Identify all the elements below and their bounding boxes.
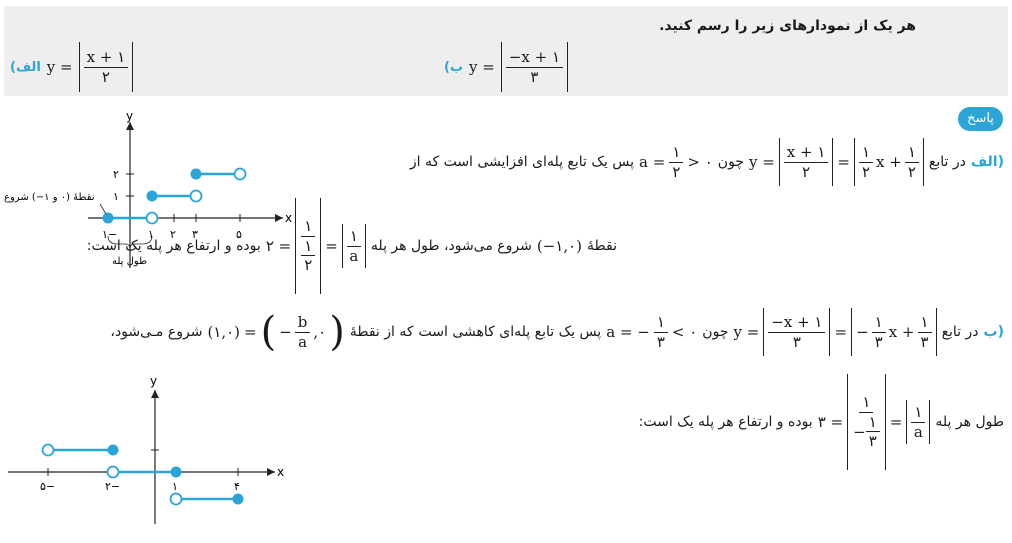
- x-tick-label: ۴: [234, 480, 240, 493]
- graph-a: [0, 108, 300, 278]
- part-b-text-6: طول هر پله: [935, 414, 1004, 430]
- denominator: − $\frac{۱}{۳}$: [853, 413, 880, 450]
- abs-bars: [847, 374, 886, 470]
- denominator: ۲: [672, 162, 681, 181]
- numerator: −x + ۱: [768, 314, 825, 333]
- x-tick-label: ۱: [148, 228, 154, 241]
- x-tick-label: ۲: [170, 228, 176, 241]
- abs-bars: [906, 400, 930, 444]
- numerator: ۱: [918, 314, 932, 333]
- part-b-text-2: چون: [702, 324, 729, 340]
- denominator: ۲: [304, 256, 313, 275]
- denominator: [301, 237, 315, 274]
- x-axis-arrow: [267, 468, 275, 476]
- question-part-a: [10, 42, 133, 92]
- part-a-text-1: در تابع: [928, 154, 966, 170]
- numerator: b: [295, 314, 311, 333]
- open-point: [191, 191, 202, 202]
- denominator: ۳: [874, 332, 883, 351]
- part-b-text-5: شروع مـی‌شود،: [110, 324, 203, 340]
- question-part-a-label: (الف: [10, 59, 41, 75]
- denominator: a: [298, 332, 308, 351]
- x-axis-label: x: [285, 211, 293, 225]
- zero: ,۰: [313, 323, 327, 341]
- open-point: [235, 169, 246, 180]
- y-axis-label: y: [150, 374, 158, 388]
- x-tick-label: ۲−: [105, 480, 121, 493]
- part-b-text-1: در تابع: [941, 324, 979, 340]
- closed-point: [191, 169, 202, 180]
- x-axis-arrow: [275, 214, 283, 222]
- denominator: ۲: [861, 162, 871, 181]
- numerator: ۱: [905, 144, 919, 163]
- closed-point: [108, 445, 119, 456]
- part-b-line-1: [110, 308, 1004, 356]
- part-a-start-point: (−۱,۰): [536, 237, 583, 255]
- open-point: [43, 445, 54, 456]
- question-part-b-label: (ب: [444, 59, 464, 75]
- closed-point: [147, 191, 158, 202]
- question-panel: [4, 6, 1008, 96]
- gt-zero: > ۰: [687, 153, 713, 171]
- lt-zero: < ۰: [671, 323, 698, 341]
- part-b-step-length: ۳ = ۱ − $\frac{۱}{۳}$ = $\frac{۱}{a}$: [818, 374, 931, 470]
- part-a-label: (الف: [970, 154, 1004, 170]
- part-b-text-4: که از نقطهٔ: [349, 324, 414, 340]
- part-b-line-2: [639, 374, 1004, 470]
- question-part-a-fraction: [84, 49, 129, 85]
- closed-point: [103, 213, 114, 224]
- floor-bracket: [79, 42, 134, 92]
- question-title: هر یک از نمودارهای زیر را رسم کنید.: [659, 18, 916, 34]
- answer-badge: پاسخ: [958, 107, 1003, 131]
- part-a-slope: [639, 144, 713, 180]
- graph-b: [0, 372, 300, 537]
- x-tick-label: ۱: [172, 480, 178, 493]
- numerator: ۱: [301, 238, 315, 257]
- x-tick-label: ۵: [236, 228, 242, 241]
- x-tick-label: ۱−: [102, 228, 118, 241]
- open-point: [147, 213, 158, 224]
- part-a-text-4: نقطهٔ: [587, 238, 617, 254]
- start-point-value: (۱,۰): [207, 323, 241, 341]
- denominator: ۳: [920, 332, 929, 351]
- numerator: ۱: [859, 144, 873, 163]
- denominator: ۳: [530, 67, 539, 86]
- numerator: ۱: [301, 218, 315, 237]
- question-part-b-yeq: y =: [469, 58, 495, 76]
- part-b-text-3: پس یک تابع پله‌ای کاهشی است: [418, 324, 602, 340]
- abs-bars: [342, 224, 366, 268]
- floor-bracket: [854, 138, 924, 186]
- x-tick-label: ۳: [192, 228, 198, 241]
- part-a-line-1: [410, 138, 1004, 186]
- y-axis-arrow: [151, 390, 159, 398]
- denominator: ۳: [792, 332, 801, 351]
- x-term: x +: [888, 323, 915, 341]
- numerator: ۱: [347, 228, 361, 247]
- floor-bracket: [779, 138, 834, 186]
- part-b-label: (ب: [983, 324, 1004, 340]
- question-part-b-fraction: [506, 49, 563, 85]
- part-a-text-6: بوده و ارتفاع هر پله یک است:: [86, 238, 261, 254]
- part-a-text-2: چون: [717, 154, 744, 170]
- denominator: ۳: [656, 332, 665, 351]
- denominator: ۲: [907, 162, 916, 181]
- part-a-step-length: ۲ = $\frac{۱}{\frac{۱}{۲}}$ = $\frac{۱}{a}$: [266, 198, 366, 294]
- numerator: ۱: [669, 144, 683, 163]
- part-b-start-point: (۱,۰) = ( − $\frac{b}{a}$ ,۰ ): [207, 309, 345, 355]
- a-eq: a =: [639, 153, 666, 171]
- step-length-value: ۳ =: [817, 413, 844, 431]
- closed-point: [171, 467, 182, 478]
- numerator: x + ۱: [784, 144, 829, 163]
- part-b-function: y = $\frac{-x + ۱}{۳}$ = − $\frac{۱}{۳}$ x + $\frac{۱}{۳}$: [733, 308, 936, 356]
- numerator: x + ۱: [84, 49, 129, 68]
- denominator: ۲: [802, 162, 811, 181]
- question-part-a-yeq: y =: [46, 58, 73, 76]
- y-axis-arrow: [126, 122, 134, 130]
- floor-bracket: [763, 308, 830, 356]
- open-point: [171, 494, 182, 505]
- a-eq: a = −: [606, 323, 650, 341]
- y-tick-label: ۲: [113, 168, 119, 181]
- part-b-slope: [606, 314, 697, 350]
- numerator: −x + ۱: [506, 49, 563, 68]
- denominator: a: [349, 246, 359, 265]
- floor-bracket: [501, 42, 568, 92]
- start-point-annotation: نقطهٔ (۰ و ۱−) شروع: [4, 192, 95, 203]
- x-term: x +: [876, 153, 902, 171]
- start-pointer: [100, 204, 106, 214]
- numerator: ۱: [866, 414, 880, 433]
- y-tick-label: ۱: [113, 190, 119, 203]
- open-point: [108, 467, 119, 478]
- part-b-text-7: بوده و ارتفاع هر پله یک است:: [638, 414, 813, 430]
- closed-point: [233, 494, 244, 505]
- part-a-text-3: پس یک تابع پله‌ای افزایشی است که از: [409, 154, 635, 170]
- numerator: ۱: [859, 394, 873, 413]
- part-a-function: y = $\frac{x + ۱}{۲}$ = $\frac{۱}{۲}$ x + $\frac{۱}{۲}$: [749, 138, 924, 186]
- y-axis-label: y: [126, 109, 134, 123]
- numerator: ۱: [872, 314, 886, 333]
- numerator: ۱: [654, 314, 668, 333]
- question-part-b: [444, 42, 568, 92]
- numerator: ۱: [911, 404, 925, 423]
- denominator: ۳: [868, 432, 877, 451]
- denominator: a: [913, 422, 923, 441]
- x-axis-label: x: [277, 465, 285, 479]
- floor-bracket: − $\frac{۱}{۳}$ x + $\frac{۱}{۳}$: [851, 308, 937, 356]
- part-a-text-5: شروع می‌شود، طول هر پله: [370, 238, 532, 254]
- step-length-value: ۲ =: [265, 237, 292, 255]
- step-length-annotation: طول پله: [112, 256, 148, 267]
- x-tick-label: ۵−: [40, 480, 56, 493]
- denominator: ۲: [101, 67, 110, 86]
